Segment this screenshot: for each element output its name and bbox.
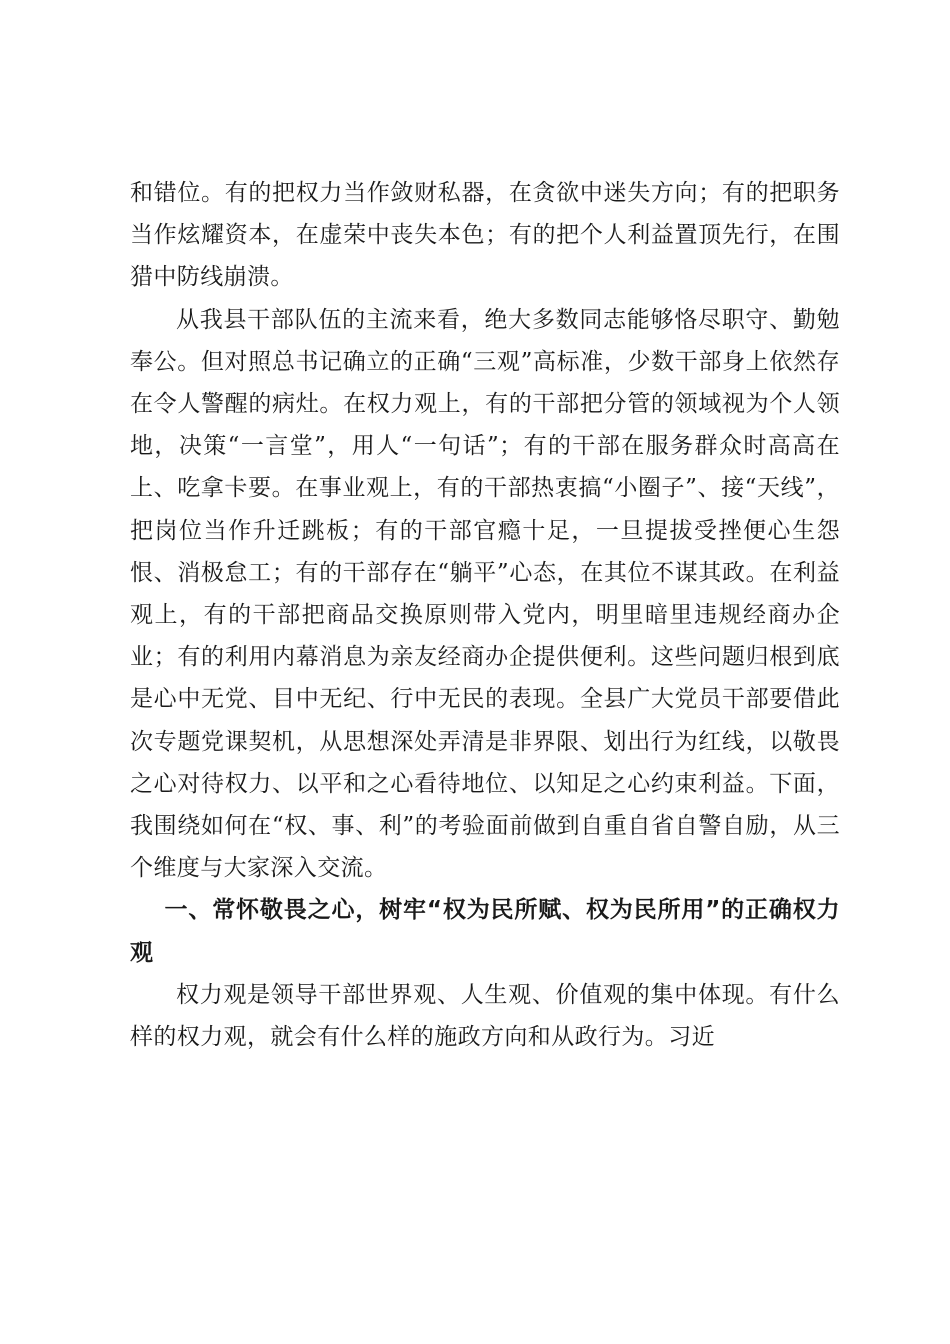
paragraph-cadre-problems: 从我县干部队伍的主流来看，绝大多数同志能够恪尽职守、勤勉奉公。但对照总书记确立的正确“三观”高标准，少数干部身上依然存在令人警醒的病灶。在权力观上，有的干部把分管的领域视为个人领地，决策“一言堂”，用人“一句话”；有的干部在服务群众时高高在上、吃拿卡要。在事业观上，有的干部热衷搞“小圈子”、接“天线”，把岗位当作升迁跳板；有的干部官瘾十足，一旦提拔受挫便心生怨恨、消极怠工；有的干部存在“躺平”心态，在其位不谋其政。在利益观上，有的干部把商品交换原则带入党内，明里暗里违规经商办企业；有的利用内幕消息为亲友经商办企提供便利。这些问题归根到底是心中无党、目中无纪、行中无民的表现。全县广大党员干部要借此次专题党课契机，从思想深处弄清是非界限、划出行为红线，以敬畏之心对待权力、以平和之心看待地位、以知足之心约束利益。下面，我围绕如何在“权、事、利”的考验面前做到自重自省自警自励，从三个维度与大家深入交流。: [130, 306, 840, 882]
document-body: [130, 172, 840, 1058]
section-heading-power-view: 一、常怀敬畏之心，树牢“权为民所赋、权为民所用”的正确权力观: [130, 897, 840, 966]
paragraph-continuation: 和错位。有的把权力当作敛财私器，在贪欲中迷失方向；有的把职务当作炫耀资本，在虚荣中丧失本色；有的把个人利益置顶先行，在围猎中防线崩溃。: [130, 180, 840, 291]
paragraph-power-view-intro: 权力观是领导干部世界观、人生观、价值观的集中体现。有什么样的权力观，就会有什么样的施政方向和从政行为。习近: [130, 981, 840, 1051]
